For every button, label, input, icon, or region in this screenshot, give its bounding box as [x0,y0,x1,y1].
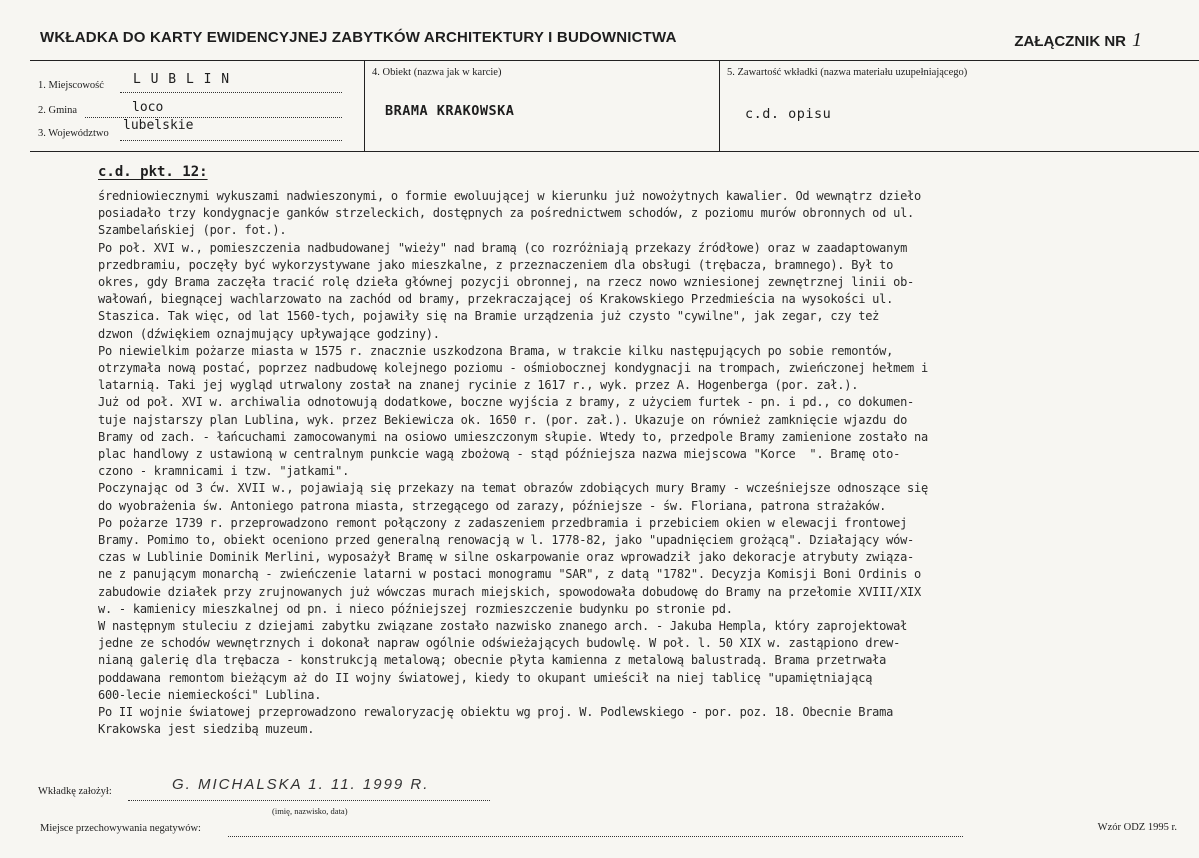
field-gmina [38,105,77,116]
body-line: średniowiecznymi wykuszami nadwieszonymi, o formie ewoluującej w kierunku już nowożytnych kawalier. Od wewnątrz dzieło [98,189,922,203]
body-line: W następnym stuleciu z dziejami zabytku związane zostało nazwisko znanego arch. - Jakuba Hempla, który zaprojektował [98,619,908,634]
signed-value: G. MICHALSKA 1. 11. 1999 R. [172,776,430,793]
negatives-label: Miejsce przechowywania negatywów: [40,823,201,834]
section-heading: c.d. pkt. 12: [98,164,208,180]
body-line: Po poł. XVI w., pomieszczenia nadbudowanej "wieży" nad bramą (co rozróżniają przekazy źródłowe) oraz w zaadaptowanym [98,240,908,255]
gmina-value: loco [132,100,164,115]
body-line: okres, gdy Brama zaczęła tracić rolę dzieła głównej pozycji obronnej, na rzecz nowo wzniesionej zewnętrznej linii ob- [98,275,915,290]
body-line: przedbramiu, poczęły być wykorzystywane jako mieszkalne, z przeznaczeniem dla obsługi (trębacza, bramnego). Był to [98,257,894,272]
header-title: WKŁADKA DO KARTY EWIDENCYJNEJ ZABYTKÓW ARCHITEKTURY I BUDOWNICTWA [40,29,677,46]
signed-label: Wkładkę założył: [38,786,112,797]
column-divider-2 [719,60,720,151]
body-line: tuje najstarszy plan Lublina, wyk. przez Bekiewicza ok. 1650 r. (por. zał.). Ukazuje on również zamknięcie wjazdu do [98,412,908,427]
body-line: poddawana remontom bieżącym aż do II wojny światowej, kiedy to okupant umieścił na niej tablicę "upamiętniającą [98,670,873,685]
body-line: czono - kramnicami i tzw. "jatkami". [98,464,350,479]
form-id: Wzór ODZ 1995 r. [1097,822,1177,833]
body-line: Bramy od zach. - łańcuchami zamocowanymi na osiowo umieszczonym słupie. Wtedy to, przedpole Bramy zamienione zostało na [98,429,928,444]
body-line: zabudowie działek przy zrujnowanych już wówczas murach miejskich, spowodowała dobudowę do Bramy na przełomie XVIII/XIX [98,584,922,599]
body-line: Po pożarze 1739 r. przeprowadzono remont połączony z zadaszeniem przedbramia i przebiciem okien w elewacji frontowej [98,515,908,530]
negatives-line [228,836,963,837]
body-line: dzwon (dźwiękiem oznajmujący upływające godziny). [98,326,440,341]
gmina-label: 2. Gmina [38,105,78,116]
wojewodztwo-value: lubelskie [123,118,194,133]
miejscowosc-label: 1. Miejscowość [38,80,104,91]
header-rule-bottom [30,151,1199,152]
field-miejscowosc [38,80,104,91]
field-wojewodztwo [38,128,109,139]
wojewodztwo-label: 3. Województwo [38,128,109,139]
body-line: wałowań, biegnącej wachlarzowato na zachód od bramy, przekraczającej oś Krakowskiego Przedmieścia na wysokości ul. [98,292,894,307]
body-line: czas w Lublinie Dominik Merlini, wyposażył Bramę w silne oskarpowanie oraz wprowadził jako dekoracje atrybuty związa- [98,550,915,565]
body-line: do wyobrażenia św. Antoniego patrona miasta, strzegącego od zarazy, późniejsze - św. Floriana, patrona strażaków. [98,498,887,513]
body-line: jedne ze schodów wewnętrznych i dokonał napraw ogólnie odświeżających budowlę. W poł. l. 50 XIX w. zastąpiono drew- [98,636,901,651]
body-line: ne z panującym monarchą - zwieńczenie latarni w postaci monogramu "SAR", z datą "1782". Decyzja Komisji Boni Ordinis o [98,567,922,582]
signed-line [128,800,490,801]
zawartosc-label: 5. Zawartość wkładki (nazwa materiału uzupełniającego) [727,67,968,78]
body-line: Poczynając od 3 ćw. XVII w., pojawiają się przekazy na temat obrazów zdobiących mury Bramy - wcześniejsze odnoszące się [98,481,928,496]
body-line: latarnią. Taki jej wygląd utrwalony został na znanej rycinie z 1617 r., wyk. przez A. Hogenberga (por. zał.). [98,378,859,393]
obiekt-label: 4. Obiekt (nazwa jak w karcie) [372,67,502,78]
description-body [98,188,1128,739]
body-line: Już od poł. XVI w. archiwalia odnotowują dodatkowe, boczne wyjścia z bramy, z użyciem furtek - pn. i pd., co dokumen- [98,395,915,410]
body-line: Krakowska jest siedzibą muzeum. [98,722,315,737]
body-line: Bramy. Pomimo to, obiekt oceniono przed generalną renowacją w l. 1778-82, jako "upadnięciem grożącą". Działający wów- [98,533,915,548]
body-line: 600-lecie niemieckości" Lublina. [98,687,322,702]
column-divider-1 [364,60,365,151]
miejscowosc-line [120,92,342,93]
header-rule-top [30,60,1199,61]
miejscowosc-value: L U B L I N [133,72,231,87]
body-line: otrzymała nową postać, poprzez nadbudowę kolejnego poziomu - ośmiobocznej kondygnacji na trompach, zwieńczonej hełmem i [98,361,928,376]
zawartosc-value: c.d. opisu [745,106,832,122]
body-line: plac handlowy z ustawioną w centralnym punkcie wagą zbożową - stąd późniejsza nazwa miejscowa "Korce ". Bramę oto- [98,447,901,462]
body-line: posiadało trzy kondygnacje ganków strzeleckich, dostępnych za pośrednictwem schodów, z poziomu murów obronnych od ul. [98,206,915,221]
annex-text: ZAŁĄCZNIK NR [1014,33,1126,50]
body-line: Szambelańskiej (por. fot.). [98,223,287,238]
annex-label [1014,29,1142,52]
body-line: Staszica. Tak więc, od lat 1560-tych, pojawiły się na Bramie urządzenia już czysto "cywilne", jak zegar, czy też [98,309,880,324]
body-line: Po II wojnie światowej przeprowadzono rewaloryzację obiektu wg proj. W. Podlewskiego - por. poz. 18. Obecnie Brama [98,705,894,720]
obiekt-value: BRAMA KRAKOWSKA [385,103,515,119]
body-line: w. - kamienicy mieszkalnej od pn. i nieco późniejszej rozmieszczenie budynku po stronie pd. [98,601,733,616]
annex-number: 1 [1132,29,1142,51]
signed-sublabel: (imię, nazwisko, data) [272,806,348,816]
body-line: Po niewielkim pożarze miasta w 1575 r. znacznie uszkodzona Brama, w trakcie kilku następujących po sobie remontów, [98,343,894,358]
body-line: nianą galerię dla trębacza - konstrukcją metalową; obecnie płyta kamienna z metalową balustradą. Brama przetrwała [98,653,887,668]
wojewodztwo-line [120,140,342,141]
